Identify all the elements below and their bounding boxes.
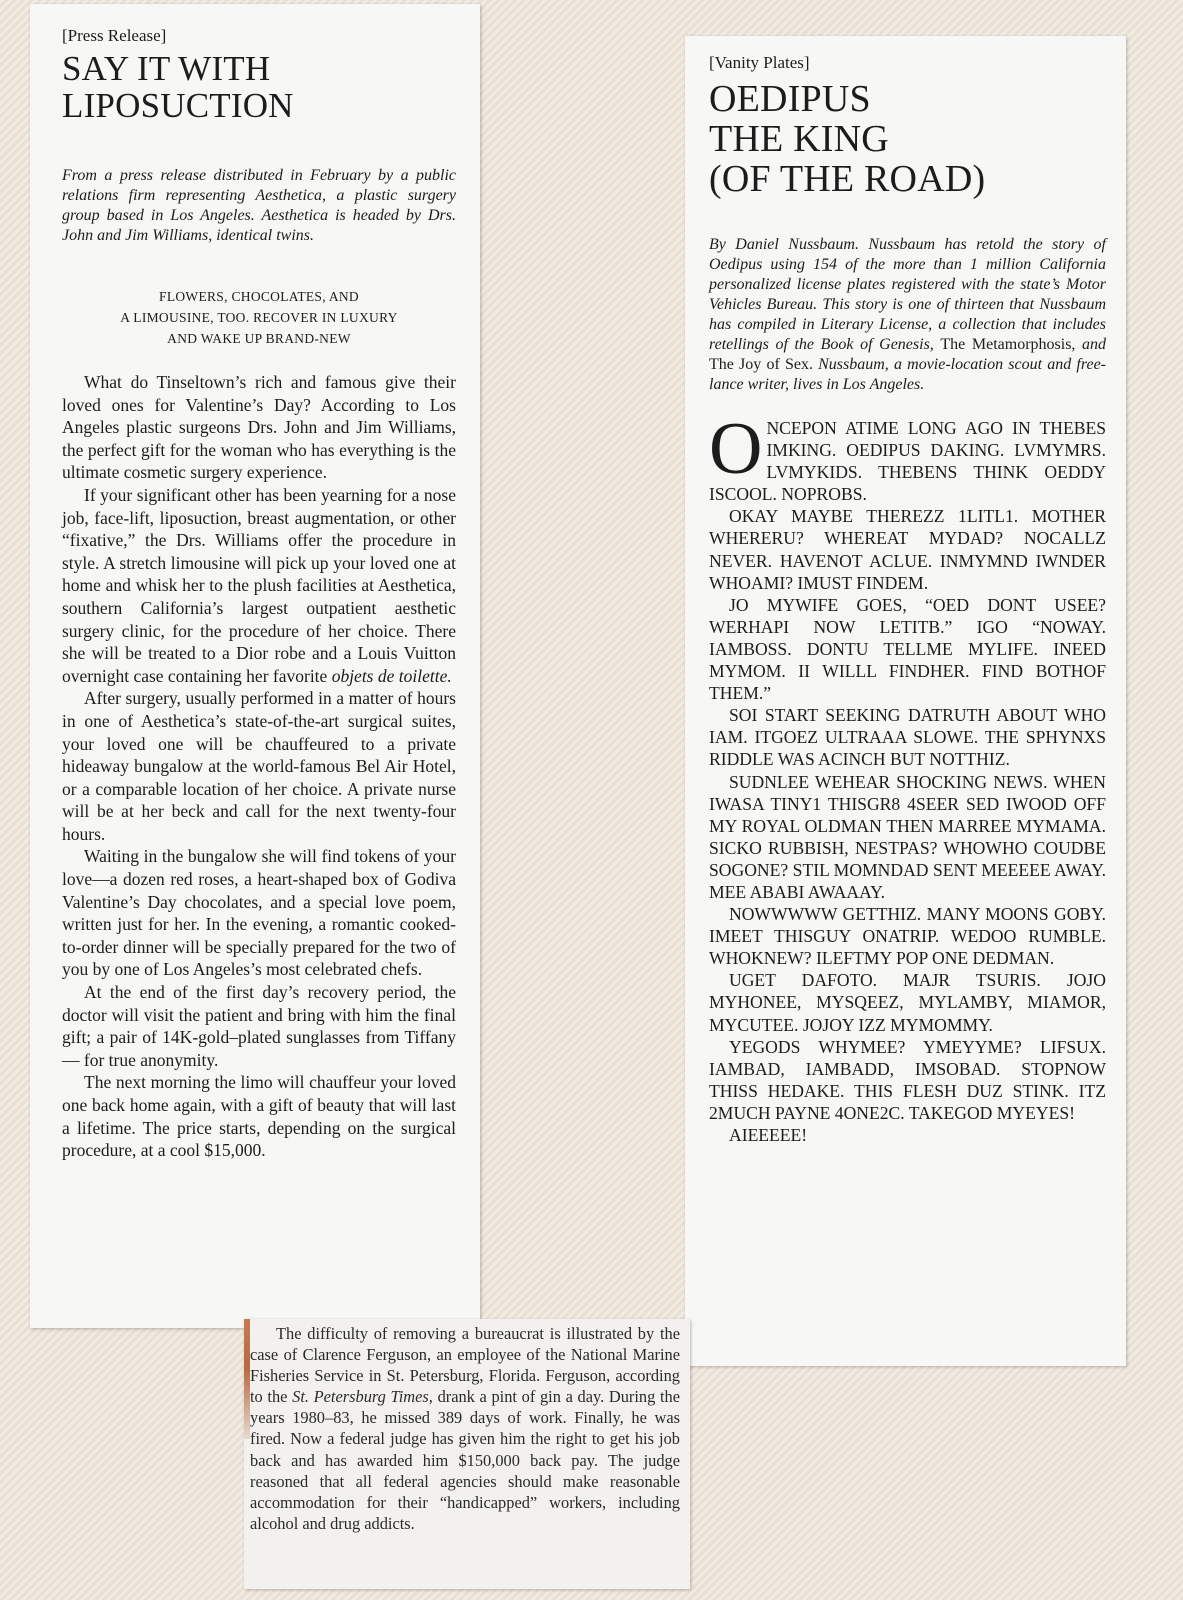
story-paragraph: SOI START SEEKING DATRUTH ABOUT WHO IAM. ITGOEZ ULTRAAA SLOWE. THE SPHYNXS RIDDLE WAS ACINCH BUT NOTTHIZ. — [709, 705, 1106, 770]
clipping-paragraph — [250, 1323, 680, 1534]
body-paragraph: The next morning the limo will chauffeur your loved one back home again, with a gift of beauty that will last a lifetime. The price starts, depending on the surgical procedure, at a cool $15,000. — [62, 1072, 456, 1161]
body-paragraph: After surgery, usually performed in a matter of hours in one of Aesthetica’s state-of-the-art surgical suites, your loved one will be chauffeured to a private hideaway bungalow at the world-famous Bel Air Hotel, or a comparable location of her choice. A private nurse will be at her beck and call for the next twenty-four hours. — [62, 688, 456, 844]
story-paragraph: JO MYWIFE GOES, “OED DONT USEE? WERHAPI NOW LETITB.” IGO “NOWAY. IAMBOSS. DONTU TELLME MYLIFE. INEED MYMOM. II WILLL FINDHER. FIND BOTHOF THEM.” — [709, 594, 1106, 704]
subheadline-line: A LIMOUSINE, TOO. RECOVER IN LUXURY — [120, 310, 398, 325]
headline-line: SAY IT WITH — [62, 49, 271, 88]
subheadline — [62, 286, 456, 349]
headline-line: (OF THE ROAD) — [709, 158, 986, 200]
body-paragraph: At the end of the first day’s recovery period, the doctor will visit the patient and bring with him the final gift; a pair of 14K-gold–plated sunglasses from Tiffany — for true anonymity. — [62, 982, 456, 1070]
body-paragraph: What do Tinseltown’s rich and famous give their loved ones for Valentine’s Day? According to Los Angeles plastic surgeons Drs. John and Jim Williams, the perfect gift for the woman who has everything is the ultimate cosmetic surgery experience. — [62, 372, 456, 483]
story-paragraph: SUDNLEE WEHEAR SHOCKING NEWS. WHEN IWASA TINY1 THISGR8 4SEER SED IWOOD OFF MY ROYAL OLDMAN THEN MARREE MYMAMA. SICKO RUBBISH, NESTPAS? WHOWHO COUDBE SOGONE? STIL MOMNDAD SENT MEEEEE AWAY. MEE ABABI AWAAAY. — [709, 771, 1106, 902]
subheadline-line: FLOWERS, CHOCOLATES, AND — [159, 289, 359, 304]
publication-name: St. Petersburg Times, — [292, 1387, 433, 1407]
body-paragraph: Waiting in the bungalow she will find tokens of your love—a dozen red roses, a heart-shaped box of Godiva Valentine’s Day chocolates, and a special love poem, written just for her. In the evening, a romantic cooked-to-order dinner will be specially prepared for the two of you by one of Los Angeles’s most celebrated chefs. — [62, 846, 456, 980]
body-paragraph — [62, 484, 456, 687]
story-paragraph: AIEEEEE! — [729, 1125, 808, 1145]
story-paragraph — [709, 408, 1106, 505]
paragraph-text: The difficulty of removing a bureaucrat is illustrated by the case of Clarence Ferguson, an employee of the National Marine Fisheries Service in St. Petersburg, Florida. Ferguson, according to the — [250, 1324, 680, 1407]
story-paragraph: OKAY MAYBE THEREZZ 1LITL1. MOTHER WHERERU? WHEREAT MYDAD? NOCALLZ NEVER. HAVENOT ACLUE. INMYMND IWNDER WHOAMI? IMUST FINDEM. — [709, 506, 1106, 593]
press-release-clipping — [30, 4, 480, 1328]
article-body — [62, 371, 456, 1162]
book-title: The Metamorphosis, — [940, 336, 1076, 353]
story-paragraph: YEGODS WHYMEE? YMEYYME? LIFSUX. IAMBAD, IAMBADD, IMSOBAD. STOPNOW THISS HEDAKE. THIS FLESH DUZ STINK. ITZ 2MUCH PAYNE 4ONE2C. TAKEGOD MYEYES! — [709, 1036, 1106, 1123]
italic-phrase: objets de toilette. — [331, 665, 452, 686]
headline-line: LIPOSUCTION — [62, 86, 294, 125]
headline-line: OEDIPUS — [709, 78, 871, 120]
book-title: The Joy of Sex. — [709, 356, 813, 373]
headline — [62, 50, 456, 124]
intro-part: Nussbaum, a movie-location scout and free-lance writer, lives in Los Angeles. — [709, 356, 1107, 393]
vanity-plates-clipping — [685, 36, 1126, 1366]
torn-edge — [244, 1319, 250, 1439]
paragraph-text: If your significant other has been yearning for a nose job, face-lift, liposuction, breast augmentation, or other “fixative,” the Drs. Williams offer the procedure in style. A stretch limousine will pick up your loved one at home and whisk her to the plush facilities at Aesthetica, southern California’s largest outpatient aesthetic surgery clinic, for the procedure of her choice. There she will be treated to a Dior robe and a Louis Vuitton overnight case containing her favorite — [62, 484, 456, 686]
story-body — [709, 408, 1106, 1146]
headline-line: THE KING — [709, 118, 889, 160]
subheadline-line: AND WAKE UP BRAND-NEW — [167, 331, 351, 346]
headline — [709, 79, 1106, 199]
intro-part: By Daniel Nussbaum. Nussbaum has retold the story of Oedipus using 154 of the more than 1 million California personalized license plates registered with the state’s Motor Vehicles Bureau. This story is one of thirteen that Nussbaum has compiled in Literary License, a collection that includes retellings of the Book of Genesis, — [709, 236, 1106, 353]
story-paragraph: UGET DAFOTO. MAJR TSURIS. JOJO MYHONEE, MYSQEEZ, MYLAMBY, MIAMOR, MYCUTEE. JOJOY IZZ MYMOMMY. — [709, 970, 1106, 1035]
drop-cap: O — [709, 408, 763, 490]
section-rubric: [Press Release] — [62, 26, 167, 45]
intro-text: From a press release distributed in February by a public relations firm representing Aesthetica, a plastic surgery group based in Los Angeles. Aesthetica is headed by Drs. John and Jim Williams, identical twins. — [62, 167, 456, 244]
story-paragraph: NOWWWWW GETTHIZ. MANY MOONS GOBY. IMEET THISGUY ONATRIP. WEDOO RUMBLE. WHOKNEW? ILEFTMY POP ONE DEDMAN. — [709, 904, 1106, 969]
paragraph-text: drank a pint of gin a day. During the years 1980–83, he missed 389 days of work. Finally, he was fired. Now a federal judge has given him the right to get his job back and has awarded him $150,000 back pay. The judge reasoned that all federal agencies should make reasonable accommodation for their “handicapped” workers, including alcohol and drug addicts. — [250, 1387, 681, 1533]
intro-part: and — [1082, 336, 1107, 353]
intro-text — [709, 235, 1106, 395]
section-rubric: [Vanity Plates] — [709, 53, 810, 72]
paragraph-text: NCEPON ATIME LONG AGO IN THEBES IMKING. OEDIPUS DAKING. LVMYMRS. LVMYKIDS. THEBENS THINK OEDDY ISCOOL. NOPROBS. — [709, 418, 1106, 505]
bureaucrat-clipping — [244, 1319, 690, 1589]
